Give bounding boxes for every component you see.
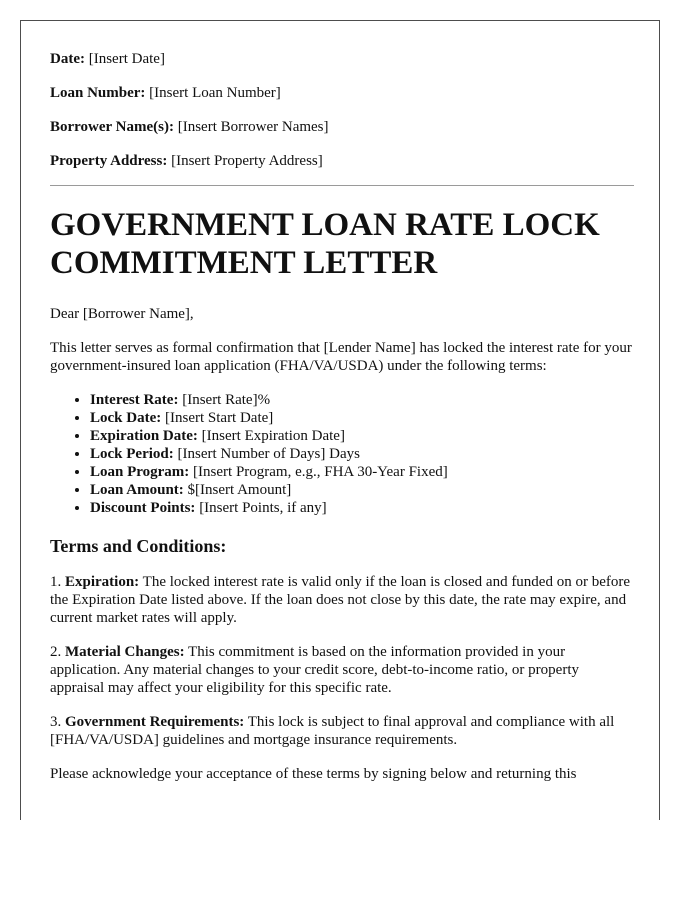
term-label: Lock Period:: [90, 446, 174, 462]
term-loan-amount: [90, 481, 634, 499]
terms-conditions-heading: Terms and Conditions:: [50, 536, 227, 556]
condition-number: 3.: [50, 714, 62, 730]
condition-text: This commitment is based on the information provided in your application. Any material changes to your credit score, debt-to-income ratio, or property appraisal may affect your eligibility for this specific rate.: [50, 644, 579, 696]
term-value: $[Insert Amount]: [187, 482, 292, 498]
term-label: Loan Amount:: [90, 482, 184, 498]
term-label: Loan Program:: [90, 464, 190, 480]
letter-page: [20, 20, 660, 820]
term-label: Expiration Date:: [90, 428, 198, 444]
property-address-line: [50, 152, 634, 170]
term-value: [Insert Start Date]: [165, 410, 274, 426]
term-value: [Insert Program, e.g., FHA 30-Year Fixed]: [193, 464, 448, 480]
condition-government-requirements: [50, 713, 634, 749]
condition-label: Expiration:: [65, 574, 140, 590]
term-value: [Insert Points, if any]: [199, 500, 327, 516]
term-value: [Insert Number of Days] Days: [177, 446, 360, 462]
property-address-value: [Insert Property Address]: [171, 153, 323, 169]
loan-number-value: [Insert Loan Number]: [149, 85, 281, 101]
loan-number-label: Loan Number:: [50, 85, 146, 101]
condition-label: Material Changes:: [65, 644, 185, 660]
borrower-names-line: [50, 118, 634, 136]
condition-text: This lock is subject to final approval and compliance with all [FHA/VA/USDA] guidelines and mortgage insurance requirements.: [50, 714, 615, 748]
condition-number: 1.: [50, 574, 62, 590]
term-interest-rate: [90, 391, 634, 409]
term-loan-program: [90, 463, 634, 481]
term-label: Interest Rate:: [90, 392, 179, 408]
condition-number: 2.: [50, 644, 62, 660]
date-label: Date:: [50, 51, 85, 67]
borrower-names-label: Borrower Name(s):: [50, 119, 174, 135]
term-value: [Insert Expiration Date]: [201, 428, 345, 444]
letter-title: GOVERNMENT LOAN RATE LOCK COMMITMENT LETTER: [50, 207, 600, 281]
term-label: Discount Points:: [90, 500, 196, 516]
closing-paragraph: Please acknowledge your acceptance of these terms by signing below and returning this: [50, 766, 577, 782]
intro-paragraph: This letter serves as formal confirmation that [Lender Name] has locked the interest rate for your government-insured loan application (FHA/VA/USDA) under the following terms:: [50, 340, 632, 374]
condition-material-changes: [50, 643, 634, 697]
terms-list: [50, 391, 634, 517]
date-line: [50, 50, 634, 68]
term-lock-period: [90, 445, 634, 463]
term-value: [Insert Rate]%: [182, 392, 271, 408]
term-expiration-date: [90, 427, 634, 445]
header-divider: [50, 185, 634, 186]
borrower-names-value: [Insert Borrower Names]: [177, 119, 329, 135]
letter-content: [50, 50, 634, 799]
term-discount-points: [90, 499, 634, 517]
condition-label: Government Requirements:: [65, 714, 245, 730]
condition-expiration: [50, 573, 634, 627]
loan-number-line: [50, 84, 634, 102]
term-label: Lock Date:: [90, 410, 162, 426]
condition-text: The locked interest rate is valid only if the loan is closed and funded on or before the Expiration Date listed above. If the loan does not close by this date, the rate may expire, and current market rates will apply.: [50, 574, 631, 626]
property-address-label: Property Address:: [50, 153, 168, 169]
salutation: Dear [Borrower Name],: [50, 306, 194, 322]
date-value: [Insert Date]: [88, 51, 165, 67]
term-lock-date: [90, 409, 634, 427]
